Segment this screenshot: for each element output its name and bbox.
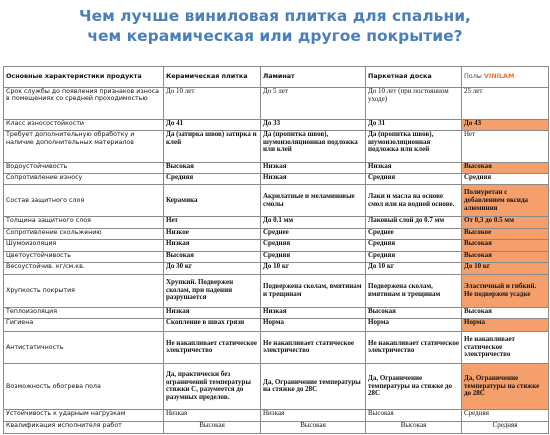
header-cell	[462, 67, 549, 88]
row-label-cell: Состав защитного слоя	[4, 185, 164, 217]
header-cell: Керамическая плитка	[164, 67, 261, 88]
brand-name: VINILAM	[483, 72, 515, 81]
table-row	[4, 421, 549, 433]
table-row	[4, 119, 549, 130]
table-cell: Лаки и масла на основе смол или на водной основе.	[366, 185, 462, 217]
table-cell: Высокая	[462, 162, 549, 173]
row-label-cell: Класс износостойкости	[4, 119, 164, 130]
table-cell: Да, практически без ограничений температуры стяжки С, разумеется до разумных пределов.	[164, 363, 261, 409]
table-cell: Нет	[164, 217, 261, 229]
table-cell: Высокая	[366, 421, 462, 433]
header-cell: Ламинат	[261, 67, 366, 88]
table-cell: Средняя	[366, 240, 462, 251]
table-cell: Подвержена сколам, вмятинам и трещинам	[366, 274, 462, 307]
table-cell: Среднее	[261, 229, 366, 240]
row-label-cell: Возможность обогрева пола	[4, 363, 164, 409]
table-cell: Норма	[261, 319, 366, 332]
table-cell: Низкая	[164, 410, 261, 422]
table-cell: Высокая	[164, 421, 261, 433]
table-cell: Керамика	[164, 185, 261, 217]
row-label-cell: Сопротивление скольжению	[4, 229, 164, 240]
table-cell: Да, Ограничение температуры на стяжке до 28С	[462, 363, 549, 409]
table-cell: Низкая	[164, 307, 261, 318]
table-header-row	[4, 67, 549, 88]
header-cell: Основные характеристики продукта	[4, 67, 164, 88]
table-cell: Средняя	[462, 421, 549, 433]
table-cell: 25 лет	[462, 88, 549, 120]
row-label-cell: Теплоизоляция	[4, 307, 164, 318]
table-cell: Не накапливает статическое электричество	[261, 332, 366, 363]
table-row	[4, 332, 549, 363]
table-cell: Да (пропитка швов), шумоизоляционная подложка или клей	[261, 131, 366, 162]
table-row	[4, 319, 549, 332]
table-cell: Лаковый слой до 0.7 мм	[366, 217, 462, 229]
table-cell: До 10 лет	[164, 88, 261, 120]
table-cell: Да (затирка швов) затирка и клей	[164, 131, 261, 162]
table-cell: Норма	[366, 319, 462, 332]
table-cell: Средняя	[366, 251, 462, 262]
table-cell: До 10 лет (при постоянном уходе)	[366, 88, 462, 120]
header-text: Полы	[464, 72, 484, 81]
table-cell: Средняя	[462, 174, 549, 185]
table-cell: Низкая	[261, 162, 366, 173]
table-cell: Высокое	[462, 229, 549, 240]
header-cell: Паркетная доска	[366, 67, 462, 88]
table-cell: Низкое	[164, 229, 261, 240]
table-cell: Полиуретан с добавлением оксида алюминия	[462, 185, 549, 217]
table-row	[4, 185, 549, 217]
table-cell: Высокая	[462, 307, 549, 318]
table-row	[4, 410, 549, 422]
table-cell: Низкая	[261, 307, 366, 318]
row-label-cell: Квалификация исполнителя работ	[4, 421, 164, 433]
table-cell: Да, Ограничение температуры на стяжке до 28С	[261, 363, 366, 409]
title-line-2: чем керамическая или другое покрытие?	[87, 27, 463, 45]
table-cell: Средняя	[164, 174, 261, 185]
table-cell: Высокая	[164, 251, 261, 262]
table-cell: Высокая	[366, 410, 462, 422]
table-cell: Средняя	[261, 251, 366, 262]
table-row	[4, 274, 549, 307]
table-cell: Да, Ограничение температуры на стяжке до 28С	[366, 363, 462, 409]
table-row	[4, 162, 549, 173]
table-cell: Да (пропитка швов), шумоизоляционная подложка или клей	[366, 131, 462, 162]
table-cell: Средняя	[366, 174, 462, 185]
row-label-cell: Срок службы до появления признаков износа в помещениях со средней проходимостью	[4, 88, 164, 120]
table-cell: Норма	[462, 319, 549, 332]
table-cell: До 41	[164, 119, 261, 130]
row-label-cell: Требует дополнительную обработку и наличие дополнительных материалов	[4, 131, 164, 162]
table-cell: Средняя	[462, 410, 549, 422]
table-row	[4, 240, 549, 251]
table-row	[4, 88, 549, 120]
row-label-cell: Сопротивление износу	[4, 174, 164, 185]
table-row	[4, 217, 549, 229]
table-cell: Низкая	[261, 174, 366, 185]
table-cell: До 5 лет	[261, 88, 366, 120]
table-cell: Не накапливает статическое электричество	[164, 332, 261, 363]
row-label-cell: Шумоизоляция	[4, 240, 164, 251]
table-cell: До 33	[261, 119, 366, 130]
table-row	[4, 131, 549, 162]
table-cell: Средняя	[261, 240, 366, 251]
table-row	[4, 229, 549, 240]
row-label-cell: Устойчивость к ударным нагрузкам	[4, 410, 164, 422]
page-title	[0, 6, 550, 46]
table-cell: Хрупкий. Подвержен сколам, при падении разрушается	[164, 274, 261, 307]
table-cell: До 0.1 мм	[261, 217, 366, 229]
row-label-cell: Цветоустойчивость	[4, 251, 164, 262]
row-label-cell: Хрупкость покрытия	[4, 274, 164, 307]
title-line-1: Чем лучше виниловая плитка для спальни,	[79, 7, 471, 25]
table-cell: Скопление в швах грязи	[164, 319, 261, 332]
row-label-cell: Антистатичность	[4, 332, 164, 363]
row-label-cell: Гигиена	[4, 319, 164, 332]
table-cell: От 0,3 до 0.5 мм	[462, 217, 549, 229]
table-cell: До 31	[366, 119, 462, 130]
table-cell: Среднее	[366, 229, 462, 240]
row-label-cell: Толщина защитного слоя	[4, 217, 164, 229]
table-cell: Не накапливает статическое электричество	[462, 332, 549, 363]
table-cell: Подвержена сколам, вмятинам и трещинам	[261, 274, 366, 307]
table-cell: До 30 кг	[164, 263, 261, 274]
table-row	[4, 307, 549, 318]
table-row	[4, 174, 549, 185]
table-cell: До 43	[462, 119, 549, 130]
table-row	[4, 251, 549, 262]
table-row	[4, 363, 549, 409]
table-cell: Эластичный и гибкий. Не подвержен усадке	[462, 274, 549, 307]
table-cell: До 10 кг	[261, 263, 366, 274]
table-cell: До 10 кг	[462, 263, 549, 274]
table-row	[4, 263, 549, 274]
table-cell: Не накапливает статическое электричество	[366, 332, 462, 363]
table-cell: Акрилатные и меламиновые смолы	[261, 185, 366, 217]
table-cell: Низкая	[261, 410, 366, 422]
table-cell: Низкая	[366, 162, 462, 173]
row-label-cell: Весоустойчив. кг/см.кв.	[4, 263, 164, 274]
table-cell: Низкая	[164, 240, 261, 251]
table-cell: Высокая	[164, 162, 261, 173]
comparison-table	[3, 66, 549, 434]
table-cell: Высокая	[462, 251, 549, 262]
table-cell: Нет	[462, 131, 549, 162]
row-label-cell: Водоустойчивость	[4, 162, 164, 173]
table-cell: Высокая	[261, 421, 366, 433]
table-cell: Высокая	[462, 240, 549, 251]
table-cell: Высокая	[366, 307, 462, 318]
table-cell: До 10 кг	[366, 263, 462, 274]
